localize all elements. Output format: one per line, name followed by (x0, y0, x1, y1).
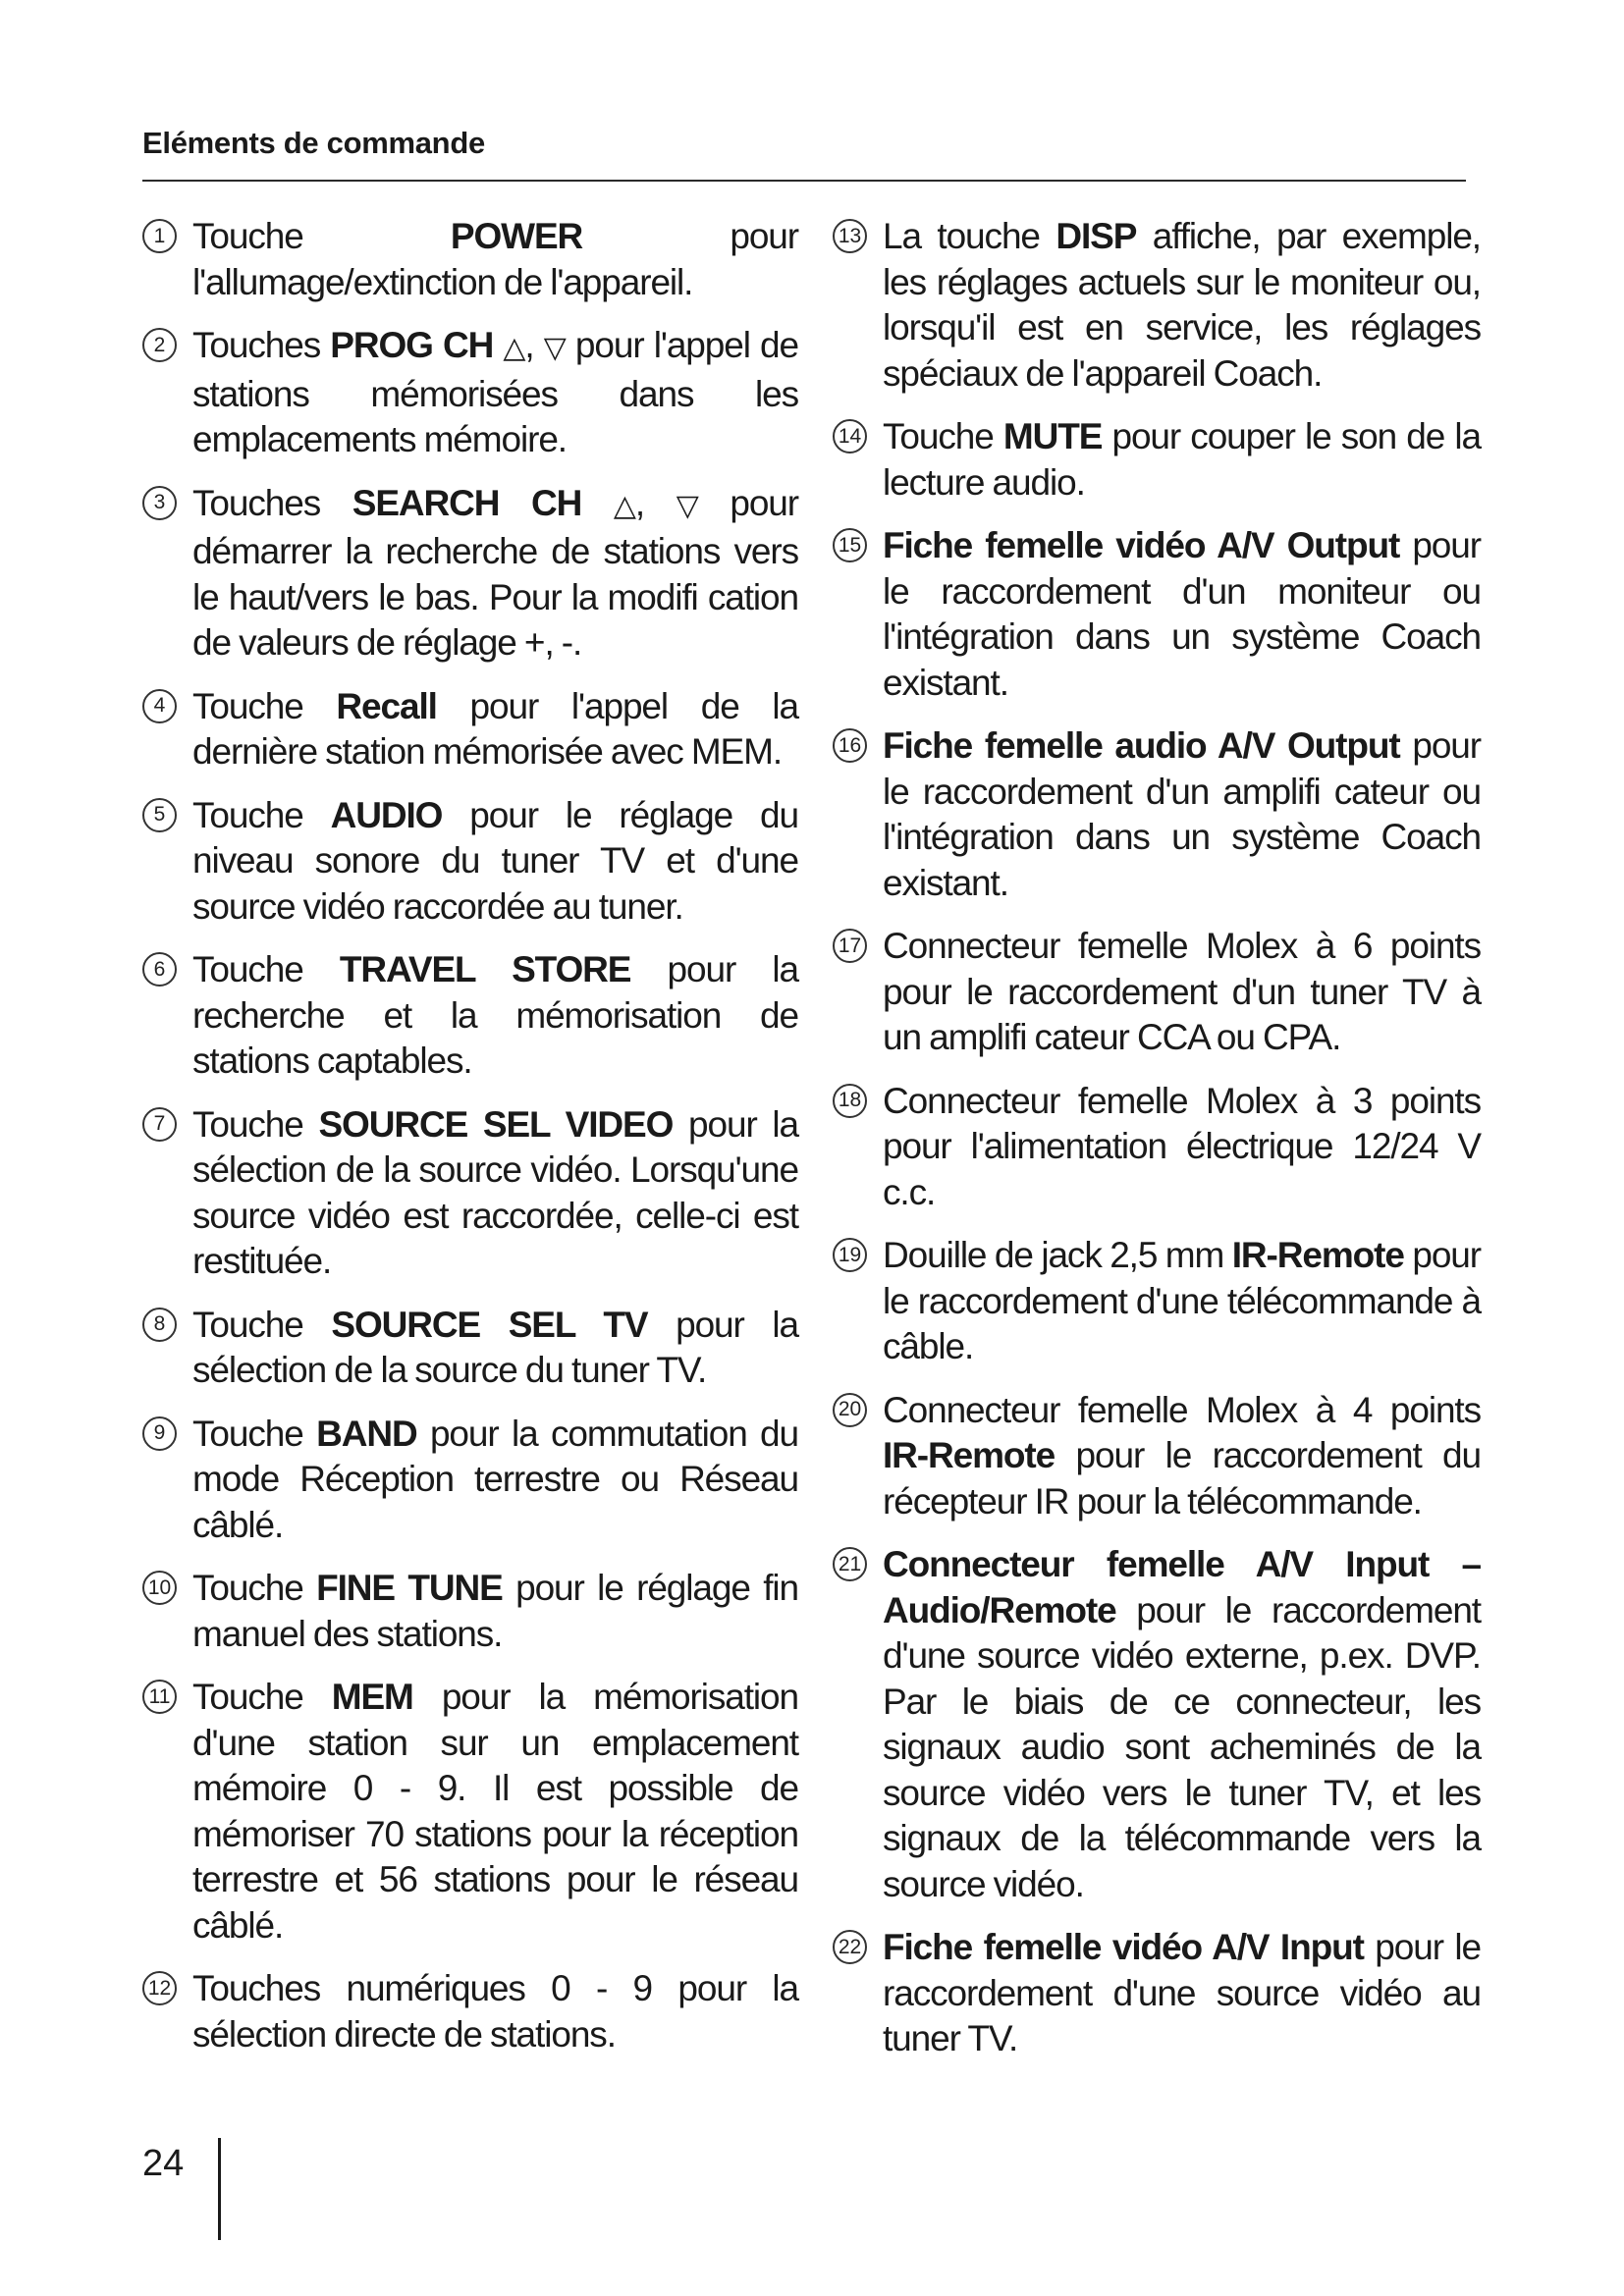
item-description (192, 1566, 798, 1657)
item-number-badge: 8 (142, 1308, 177, 1342)
item-number-badge: 14 (833, 419, 867, 454)
item-control-name: MUTE (1002, 416, 1103, 456)
item-text: pour démarrer la recherche de stations vers le haut/vers le bas. Pour la modifi cation de valeurs de réglage +, -. (192, 482, 798, 663)
control-item (142, 1566, 798, 1657)
item-number-badge: 19 (833, 1238, 867, 1272)
item-control-name: DISP (1056, 216, 1137, 256)
item-number-badge: 2 (142, 328, 177, 362)
item-text: Douille de jack 2,5 mm (883, 1235, 1232, 1275)
item-text: pour le raccordement d'un moniteur ou l'intégration dans un système Coach existant. (883, 525, 1481, 703)
control-item (833, 1542, 1481, 1907)
item-control-name: Fiche femelle audio A/V Output (883, 725, 1400, 766)
item-number-badge: 15 (833, 528, 867, 562)
page-number: 24 (142, 2143, 185, 2184)
item-number-badge: 18 (833, 1084, 867, 1118)
control-item (142, 1303, 798, 1394)
page-number-bar (218, 2138, 221, 2240)
control-item (833, 1233, 1481, 1370)
item-text: pour la recherche et la mémorisation de stations captables. (192, 949, 798, 1081)
item-description: Touches PROG CH △, ▽ pour l'appel de stations mémorisées dans les emplacements mémoire. (192, 325, 798, 459)
item-number-badge: 7 (142, 1107, 177, 1142)
triangle-down-icon: ▽ (543, 332, 566, 364)
item-control-name: IR-Remote (883, 1435, 1056, 1475)
item-description (883, 723, 1481, 906)
item-text: pour l'appel de stations mémorisées dans les emplacements mémoire. (192, 325, 798, 459)
item-text: pour l'appel de la dernière station mémorisée avec MEM. (192, 685, 798, 772)
item-text: Touche (192, 949, 340, 989)
control-item (142, 323, 798, 463)
item-control-name: FINE TUNE (316, 1568, 503, 1608)
item-text: Touche (192, 1568, 317, 1608)
item-number-badge: 21 (833, 1547, 867, 1581)
item-control-name: Fiche femelle vidéo A/V Input (883, 1927, 1364, 1967)
control-item (142, 793, 798, 931)
control-item (142, 1966, 798, 2057)
item-control-name: IR-Remote (1231, 1235, 1404, 1275)
item-text: pour le réglage du niveau sonore du tuner TV et d'une source vidéo raccordée au tuner. (192, 794, 798, 927)
item-text: Touche (192, 1677, 332, 1717)
item-description (192, 1675, 798, 1949)
item-number-badge: 6 (142, 952, 177, 987)
section-title: Eléments de commande (142, 126, 485, 160)
control-item (142, 1675, 798, 1949)
item-control-name: PROG CH (330, 325, 494, 365)
item-number-badge: 17 (833, 929, 867, 963)
item-number-badge: 10 (142, 1571, 177, 1605)
triangle-down-icon: ▽ (676, 489, 698, 522)
item-text: pour la commutation du mode Réception terrestre ou Réseau câblé. (192, 1413, 799, 1545)
item-description (192, 214, 798, 305)
item-control-name: Recall (336, 685, 437, 726)
item-text: pour le raccordement d'une télécommande à câble. (883, 1235, 1481, 1366)
item-control-name: SEARCH CH (352, 482, 582, 523)
item-description (192, 947, 798, 1085)
item-description (883, 214, 1481, 397)
item-description (883, 924, 1481, 1061)
control-item (833, 214, 1481, 397)
item-text: Touche (192, 216, 451, 256)
item-control-name: TRAVEL STORE (339, 949, 631, 989)
item-description (883, 414, 1481, 506)
item-number-badge: 22 (833, 1930, 867, 1964)
control-item (142, 214, 798, 305)
item-text: pour le raccordement du récepteur IR pour la télécommande. (883, 1435, 1481, 1522)
item-text: Touches numériques 0 - 9 pour la sélection directe de stations. (192, 1968, 798, 2055)
item-control-name: SOURCE SEL TV (331, 1304, 648, 1345)
item-text: Connecteur femelle Molex à 4 points (883, 1389, 1481, 1430)
item-text: pour le réglage fin manuel des stations. (192, 1568, 799, 1654)
item-description: Touches SEARCH CH △, ▽ pour démarrer la recherche de stations vers le haut/vers le bas. Pour la modifi cation de valeurs de réglage +, -. (192, 482, 798, 663)
item-number-badge: 9 (142, 1416, 177, 1451)
item-text: pour la mémorisation d'une station sur un emplacement mémoire 0 - 9. Il est possible de mémoriser 70 stations pour la réception terrestre et 56 stations pour le réseau câblé. (192, 1677, 798, 1946)
item-control-name: SOURCE SEL VIDEO (318, 1103, 674, 1145)
item-number-badge: 4 (142, 689, 177, 723)
item-description (883, 1925, 1481, 2062)
header-rule (142, 180, 1466, 182)
item-description (883, 1079, 1481, 1216)
item-number-badge: 20 (833, 1393, 867, 1427)
item-text: Touche (192, 794, 331, 835)
item-description (192, 684, 798, 775)
item-description (883, 1542, 1481, 1907)
item-description (192, 1966, 798, 2057)
item-text: Touche (883, 416, 1003, 456)
control-item (142, 1412, 798, 1549)
control-item (833, 924, 1481, 1061)
item-text: La touche (883, 216, 1056, 256)
item-number-badge: 13 (833, 219, 867, 253)
item-control-name: BAND (316, 1413, 417, 1454)
control-item (833, 1388, 1481, 1525)
item-control-name: AUDIO (330, 794, 443, 835)
item-description (192, 1102, 798, 1285)
control-item (833, 1079, 1481, 1216)
item-text: Touche (192, 1413, 317, 1454)
item-text: Touches (192, 325, 331, 365)
control-item (142, 684, 798, 775)
item-text: pour le raccordement d'une source vidéo externe, p.ex. DVP. Par le biais de ce connecteur, les signaux audio sont acheminés de la source vidéo vers le tuner TV, et les signaux de la télécommande vers la source vidéo. (883, 1589, 1481, 1904)
item-control-name: Fiche femelle vidéo A/V Output (883, 525, 1400, 565)
item-text: pour le raccordement d'un amplifi cateur ou l'intégration dans un système Coach existant. (883, 725, 1481, 903)
item-description (883, 1388, 1481, 1525)
item-description (192, 1303, 798, 1394)
item-number-badge: 11 (142, 1680, 177, 1714)
item-number-badge: 5 (142, 798, 177, 832)
item-number-badge: 16 (833, 728, 867, 763)
item-number-badge: 1 (142, 219, 177, 253)
item-text: Touche (192, 1103, 319, 1145)
item-text: Touche (192, 1304, 332, 1345)
control-item (833, 1925, 1481, 2062)
left-column (142, 214, 798, 2075)
item-text: affiche, par exemple, les réglages actuels sur le moniteur ou, lorsqu'il est en service, les réglages spéciaux de l'appareil Coach. (883, 216, 1481, 394)
right-column (833, 214, 1481, 2080)
control-item (833, 523, 1481, 706)
item-text: pour couper le son de la lecture audio. (883, 416, 1482, 503)
item-text: pour la sélection de la source du tuner TV. (192, 1304, 798, 1390)
control-item (142, 481, 798, 667)
item-text: Connecteur femelle Molex à 6 points pour le raccordement d'un tuner TV à un amplifi cateur CCA ou CPA. (883, 926, 1481, 1057)
item-text: pour le raccordement d'une source vidéo au tuner TV. (883, 1927, 1481, 2058)
control-item (142, 1102, 798, 1285)
item-control-name: POWER (450, 216, 583, 256)
item-number-badge: 3 (142, 486, 177, 520)
control-item (142, 947, 798, 1085)
item-text: Connecteur femelle Molex à 3 points pour l'alimentation électrique 12/24 V c.c. (883, 1080, 1481, 1212)
item-text: pour l'allumage/extinction de l'appareil. (192, 216, 798, 302)
item-text: pour la sélection de la source vidéo. Lorsqu'une source vidéo est raccordée, celle-ci est restituée. (192, 1103, 798, 1281)
item-control-name: Connecteur femelle A/V Input – Audio/Remote (883, 1544, 1481, 1630)
item-description (883, 1233, 1481, 1370)
item-control-name: MEM (331, 1677, 413, 1717)
triangle-up-icon: △ (613, 489, 635, 522)
item-number-badge: 12 (142, 1971, 177, 2005)
control-item (833, 723, 1481, 906)
item-description (883, 523, 1481, 706)
item-text: Touches (192, 482, 352, 523)
item-description (192, 1412, 798, 1549)
triangle-up-icon: △ (503, 332, 525, 364)
control-item (833, 414, 1481, 506)
item-description (192, 793, 798, 931)
item-text: Touche (192, 685, 337, 726)
